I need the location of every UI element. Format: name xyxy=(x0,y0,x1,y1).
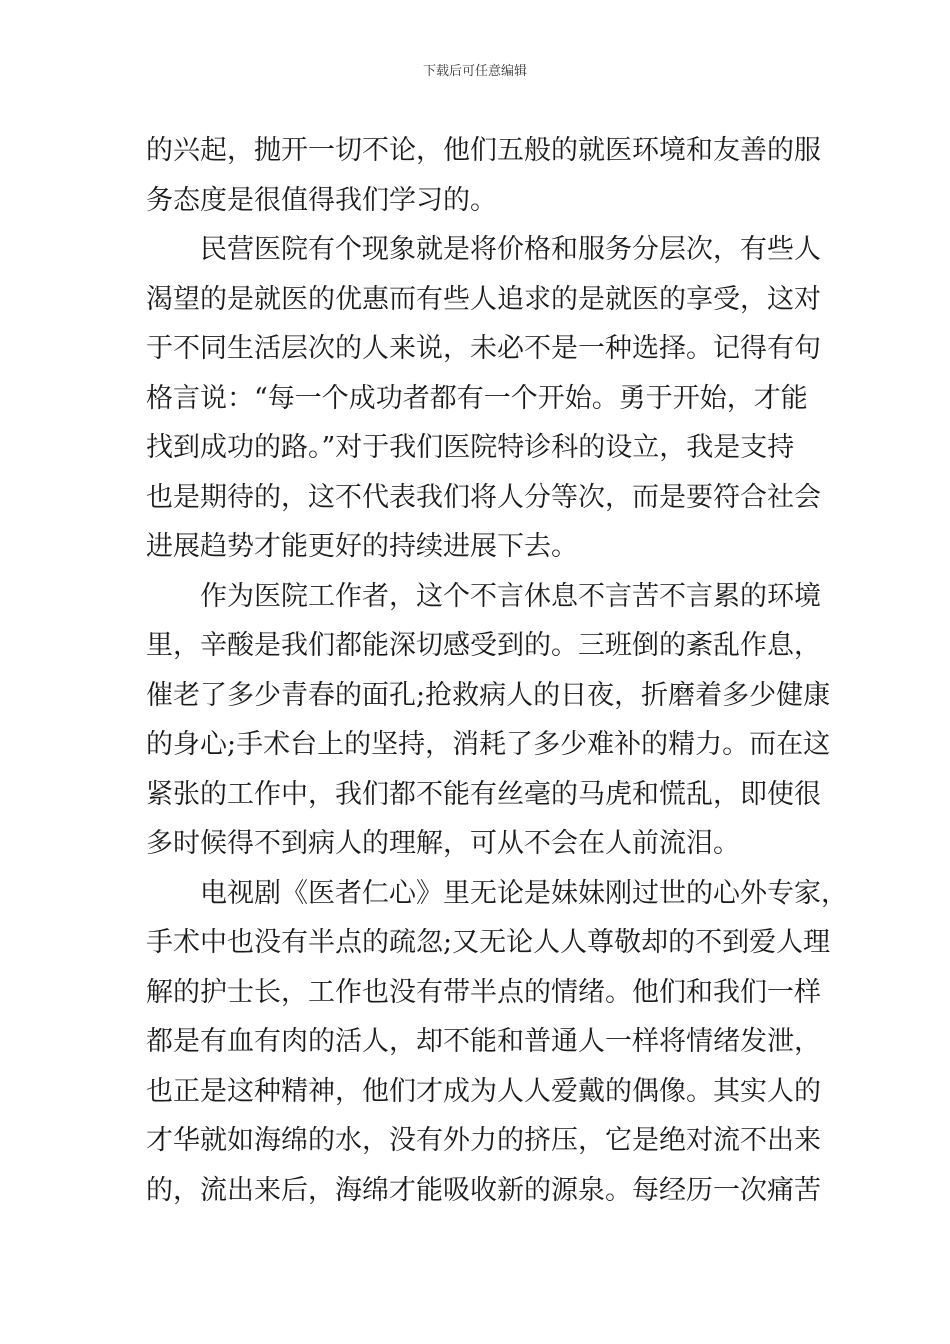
text-line: 紧张的工作中，我们都不能有丝毫的马虎和慌乱，即使很 xyxy=(146,778,821,810)
text-line: 都是有血有肉的活人，却不能和普通人一样将情绪发泄， xyxy=(146,1026,821,1057)
text-line: 里，辛酸是我们都能深切感受到的。三班倒的紊乱作息， xyxy=(146,630,821,661)
text-line: 也正是这种精神，他们才成为人人爱戴的偶像。其实人的 xyxy=(146,1075,821,1107)
text-line: 多时候得不到病人的理解，可从不会在人前流泪。 xyxy=(146,828,740,859)
text-line: 手术中也没有半点的疏忽;又无论人人尊敬却的不到爱人理 xyxy=(146,927,831,958)
text-line: 才华就如海绵的水，没有外力的挤压，它是绝对流不出来 xyxy=(146,1125,821,1156)
text-line: 的，流出来后，海绵才能吸收新的源泉。每经历一次痛苦 xyxy=(146,1174,821,1206)
text-line: 找到成功的路。”对于我们医院特诊科的设立，我是支持 xyxy=(146,432,795,463)
paragraph-start-line: 民营医院有个现象就是将价格和服务分层次，有些人 xyxy=(200,234,821,265)
text-line: 格言说：“每一个成功者都有一个开始。勇于开始，才能 xyxy=(146,382,808,414)
page-header: 下载后可任意编辑 xyxy=(422,64,527,79)
text-line: 务态度是很值得我们学习的。 xyxy=(146,184,497,216)
paragraph-start-line: 电视剧《医者仁心》里无论是妹妹刚过世的心外专家， xyxy=(200,877,848,909)
text-line: 渴望的是就医的优惠而有些人追求的是就医的享受，这对 xyxy=(146,283,821,315)
text-line: 也是期待的，这不代表我们将人分等次，而是要符合社会 xyxy=(146,481,821,513)
text-line: 的身心;手术台上的坚持，消耗了多少难补的精力。而在这 xyxy=(146,729,831,760)
text-line: 解的护士长，工作也没有带半点的情绪。他们和我们一样 xyxy=(146,976,821,1008)
document-body xyxy=(146,126,848,1215)
text-line: 的兴起，抛开一切不论，他们五般的就医环境和友善的服 xyxy=(146,135,821,166)
text-line: 于不同生活层次的人来说，未必不是一种选择。记得有句 xyxy=(146,333,821,364)
paragraph-start-line: 作为医院工作者，这个不言休息不言苦不言累的环境 xyxy=(200,580,821,612)
text-line: 催老了多少青春的面孔;抢救病人的日夜，折磨着多少健康 xyxy=(146,679,831,711)
text-line: 进展趋势才能更好的持续进展下去。 xyxy=(146,531,578,562)
